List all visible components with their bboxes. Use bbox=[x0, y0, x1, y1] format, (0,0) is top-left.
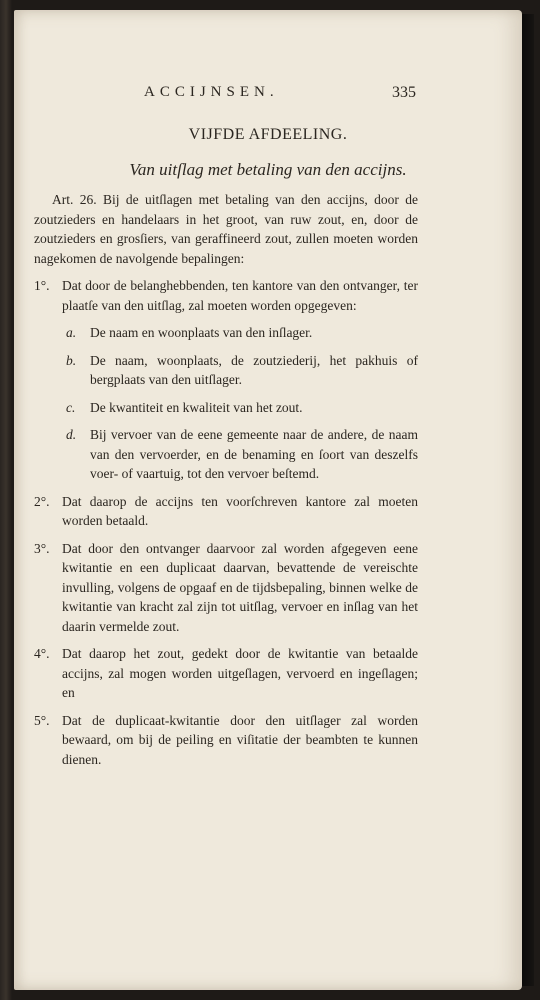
provision-item bbox=[34, 539, 418, 637]
sub-item-text: Bij vervoer van de eene gemeente naar de andere, de naam van den vervoerder, en de benaming en ſoort van deszelfs voer- of vaartuig, tot den vervoer beſtemd. bbox=[90, 427, 418, 481]
item-text: Dat door de belanghebbenden, ten kantore van den ontvanger, ter plaatſe van den uitſlag, zal moeten worden opgegeven: bbox=[62, 278, 418, 313]
page-sheet bbox=[14, 10, 522, 990]
article-intro: Art. 26. Bij de uitſlagen met betaling van den accijns, door de zoutzieders en handelaars in het groot, van ruw zout, en, door de zoutzieders en grosſiers, van geraffineerd zout, zullen moeten worden nagekomen de navolgende bepalingen: bbox=[34, 192, 418, 266]
item-number: 4°. bbox=[34, 646, 50, 661]
sub-item-letter: b. bbox=[66, 352, 77, 368]
provision-item bbox=[34, 492, 418, 531]
sub-item bbox=[34, 323, 418, 343]
sub-item-letter: a. bbox=[66, 325, 77, 340]
item-text: Dat de duplicaat-kwitantie door den uitſlager zal worden bewaard, om bij de peiling en viſitatie der beambten te kunnen dienen. bbox=[62, 712, 418, 767]
sub-item bbox=[34, 425, 418, 484]
section-subtitle: Van uitſlag met betaling van den accijns. bbox=[129, 160, 407, 179]
article-body bbox=[34, 190, 418, 777]
provision-item bbox=[34, 276, 418, 315]
item-number: 2°. bbox=[34, 493, 50, 509]
running-title: ACCIJNSEN. bbox=[144, 84, 279, 100]
item-text: Dat daarop het zout, gedekt door de kwitantie van betaalde accijns, zal mogen worden uitgeſlagen, vervoerd en ingeſlagen; en bbox=[62, 646, 418, 700]
sub-item-text: De naam, woonplaats, de zoutziederij, het pakhuis of bergplaats van den uitſlager. bbox=[90, 352, 418, 387]
provision-item bbox=[34, 711, 418, 770]
item-number: 3°. bbox=[34, 540, 50, 556]
sub-item-letter: c. bbox=[66, 399, 76, 415]
item-number: 1°. bbox=[34, 278, 50, 293]
item-text: Dat daarop de accijns ten voorſchreven kantore zal moeten worden betaald. bbox=[62, 493, 418, 528]
item-number: 5°. bbox=[34, 712, 50, 728]
item-text: Dat door den ontvanger daarvoor zal worden afgegeven eene kwitantie en een duplicaat daarvan, bevattende de vereischte invulling, volgens de opgaaf en de tijdsbepaling, binnen welke de kwitantie van kracht zal zijn tot uitſlag, vervoer en inſlag van het daarin vermelde zout. bbox=[62, 540, 418, 634]
provision-item bbox=[34, 644, 418, 703]
page-number: 335 bbox=[392, 84, 416, 101]
sub-item-letter: d. bbox=[66, 427, 77, 442]
section-title: VIJFDE AFDEELING. bbox=[188, 126, 348, 143]
sub-item-text: De kwantiteit en kwaliteit van het zout. bbox=[90, 399, 303, 415]
sub-item bbox=[34, 351, 418, 390]
sub-item-text: De naam en woonplaats van den inſlager. bbox=[90, 325, 313, 340]
sub-item bbox=[34, 398, 418, 418]
running-header bbox=[14, 84, 522, 104]
